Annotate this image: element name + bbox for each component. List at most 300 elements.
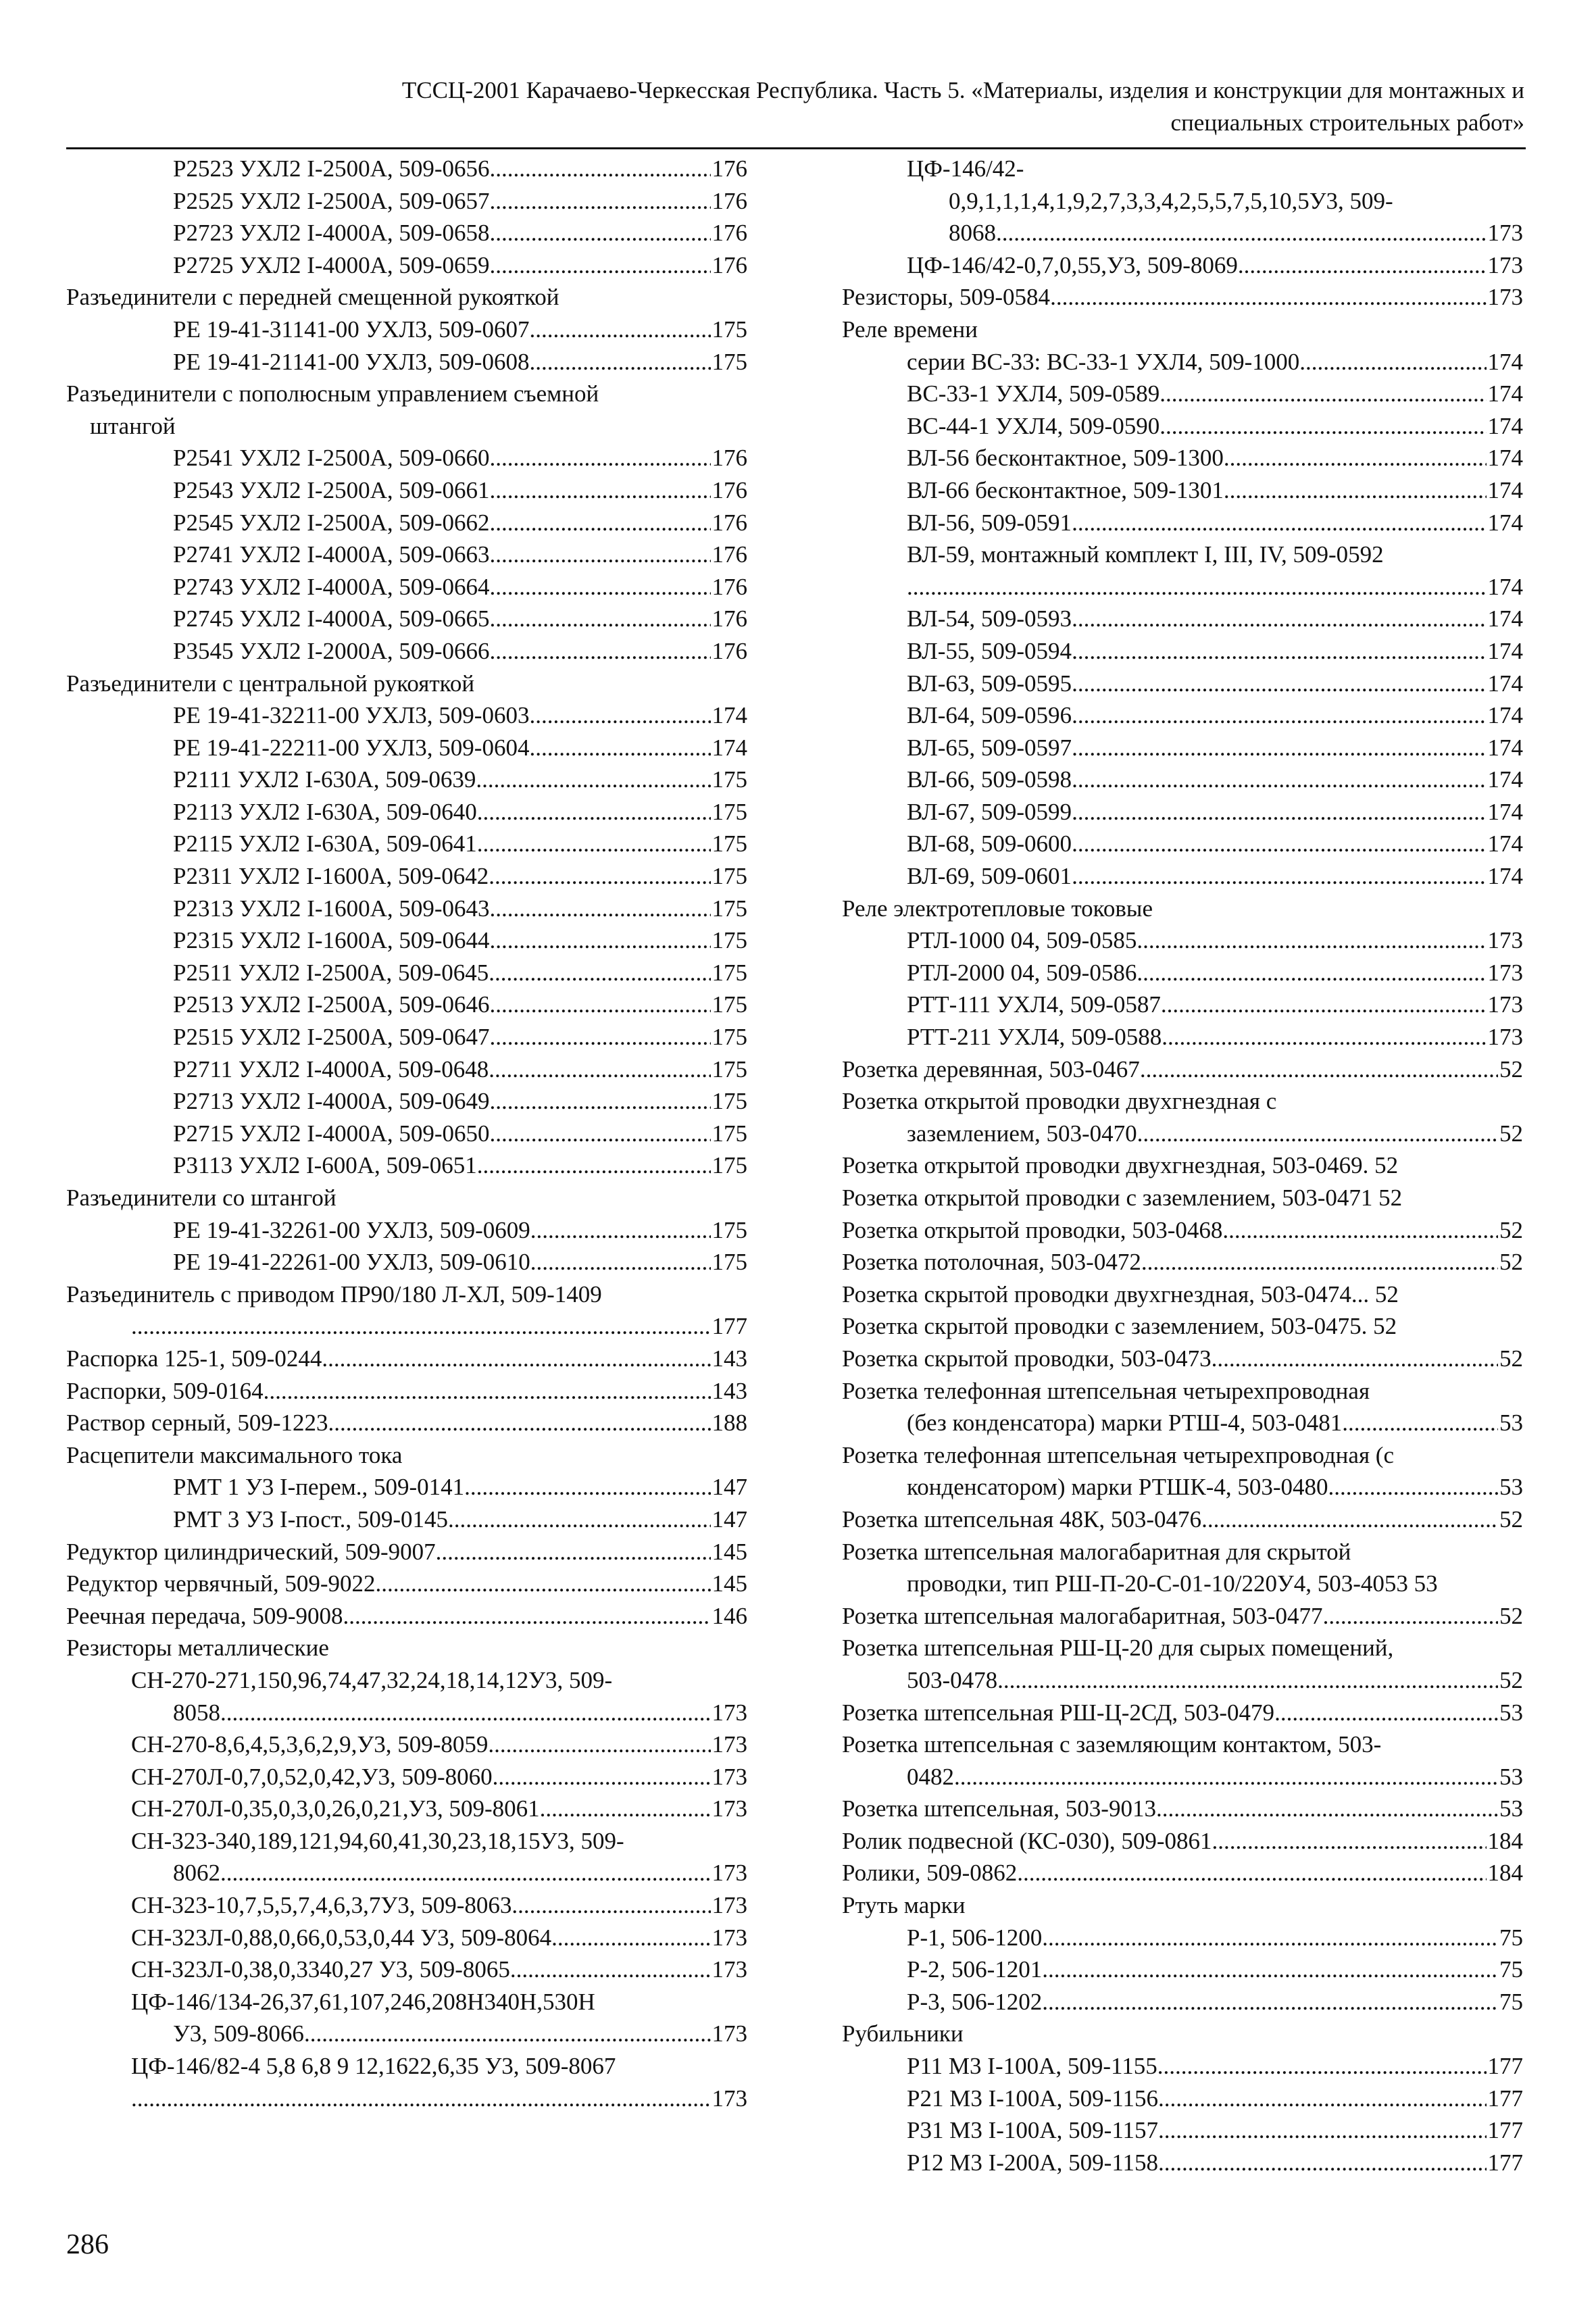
- dot-leader: [488, 1728, 710, 1761]
- index-entry: [842, 1246, 1523, 1278]
- index-entry: [66, 2018, 747, 2050]
- index-entry: Разъединители с передней смещенной рукояткой: [66, 284, 559, 311]
- index-entry: Розетка телефонная штепсельная четырехпроводная: [842, 1377, 1370, 1404]
- entry-text: ВЛ-64, 509-0596: [907, 702, 1072, 729]
- index-entry: [66, 1053, 747, 1086]
- entry-page: 173: [1487, 251, 1523, 278]
- dot-leader: [1050, 281, 1486, 314]
- index-entry: [66, 1922, 747, 1954]
- dot-leader: [490, 893, 711, 925]
- dot-leader: [1156, 1793, 1498, 1825]
- dot-leader: [1274, 1697, 1498, 1729]
- index-entry: Ртуть марки: [842, 1892, 966, 1919]
- index-column-left: [66, 153, 747, 2114]
- entry-text: ВЛ-66, 509-0598: [907, 766, 1072, 793]
- dot-leader: [1072, 507, 1486, 539]
- index-entry: [842, 796, 1523, 828]
- entry-text: Раствор серный, 509-1223: [66, 1410, 328, 1437]
- index-entry: [66, 860, 747, 893]
- index-entry: [842, 1471, 1523, 1503]
- index-entry: [842, 2050, 1523, 2083]
- entry-text: У3, 509-8066: [173, 2020, 304, 2047]
- dot-leader: [1158, 2147, 1486, 2179]
- dot-leader: [477, 1149, 711, 1182]
- index-entry: [842, 603, 1523, 635]
- entry-page: 75: [1499, 1988, 1523, 2015]
- entry-page: 174: [1487, 830, 1523, 857]
- entry-text: Р2313 УХЛ2 І-1600А, 509-0643: [173, 895, 490, 922]
- entry-text: Розетка штепсельная 48К, 503-0476: [842, 1505, 1202, 1533]
- entry-page: 53: [1499, 1795, 1523, 1822]
- entry-page: 52: [1499, 1505, 1523, 1533]
- entry-text: 0482: [907, 1763, 954, 1790]
- entry-text: заземлением, 503-0470: [907, 1120, 1137, 1147]
- index-entry: Розетка скрытой проводки двухгнездная, 503-0474... 52: [842, 1280, 1399, 1308]
- dot-leader: [220, 1857, 711, 1889]
- entry-text: Р2713 УХЛ2 І-4000А, 509-0649: [173, 1088, 490, 1115]
- entry-page: 174: [1487, 670, 1523, 697]
- running-header-line-1: ТССЦ-2001 Карачаево-Черкесская Республика. Часть 5. «Материалы, изделия и конструкции для монтажных и: [401, 77, 1524, 103]
- entry-page: 174: [1487, 445, 1523, 472]
- index-entry: Розетка штепсельная с заземляющим контактом, 503-: [842, 1731, 1382, 1758]
- entry-text: (без конденсатора) марки РТШ-4, 503-0481: [907, 1410, 1343, 1437]
- index-entry: [66, 1761, 747, 1793]
- index-entry: [66, 185, 747, 218]
- index-entry: [66, 957, 747, 989]
- dot-leader: [464, 1471, 710, 1503]
- index-entry: ЦФ-146/134-26,37,61,107,246,208Н340Н,530Н: [131, 1988, 595, 2015]
- entry-page: 184: [1487, 1860, 1523, 1887]
- entry-text: Р2111 УХЛ2 І-630А, 509-0639: [173, 766, 476, 793]
- index-entry: [66, 1857, 747, 1889]
- header-rule: [66, 147, 1526, 149]
- dot-leader: [343, 1600, 711, 1633]
- index-entry: [842, 764, 1523, 796]
- dot-leader: [1224, 474, 1487, 507]
- entry-text: СН-323Л-0,88,0,66,0,53,0,44 У3, 509-8064: [131, 1924, 552, 1951]
- entry-text: ВЛ-67, 509-0599: [907, 798, 1072, 825]
- dot-leader: [448, 1503, 710, 1536]
- dot-leader: [1224, 442, 1487, 474]
- entry-page: 53: [1499, 1474, 1523, 1501]
- entry-page: 175: [712, 348, 747, 375]
- entry-text: Р2715 УХЛ2 І-4000А, 509-0650: [173, 1120, 490, 1147]
- index-entry: Разъединитель с приводом ПР90/180 Л-ХЛ, 509-1409: [66, 1280, 602, 1308]
- index-entry: проводки, тип РШ-П-20-С-01-10/220У4, 503-4053 53: [907, 1570, 1438, 1597]
- entry-page: 174: [712, 734, 747, 761]
- dot-leader: [1323, 1600, 1498, 1633]
- dot-leader: [1137, 1118, 1498, 1150]
- index-entry: [66, 1085, 747, 1118]
- dot-leader: [1157, 2050, 1487, 2083]
- index-entry: [66, 732, 747, 764]
- dot-leader: [1212, 1343, 1498, 1375]
- index-entry: [842, 507, 1523, 539]
- entry-text: РЕ 19-41-31141-00 УХЛ3, 509-0607: [173, 316, 530, 343]
- dot-leader: [1158, 2083, 1486, 2115]
- index-entry: Реле электротепловые токовые: [842, 895, 1153, 922]
- entry-page: 175: [712, 1024, 747, 1051]
- entry-page: 176: [712, 220, 747, 247]
- dot-leader: [490, 185, 711, 218]
- dot-leader: [476, 764, 710, 796]
- dot-leader: [1137, 957, 1486, 989]
- dot-leader: [264, 1375, 711, 1408]
- index-entry: [66, 1407, 747, 1439]
- dot-leader: [489, 860, 710, 893]
- index-entry: Разъединители с пополюсным управлением съемной: [66, 380, 599, 407]
- entry-page: 175: [712, 830, 747, 857]
- dot-leader: [1072, 668, 1486, 700]
- entry-page: 177: [1487, 2117, 1523, 2144]
- entry-page: 52: [1499, 1055, 1523, 1082]
- index-entry: [842, 1664, 1523, 1697]
- dot-leader: [510, 1953, 711, 1986]
- index-entry: [842, 1986, 1523, 2018]
- dot-leader: [490, 603, 711, 635]
- dot-leader: [1140, 1053, 1498, 1086]
- entry-page: 174: [1487, 412, 1523, 439]
- index-entry: [842, 668, 1523, 700]
- dot-leader: [322, 1343, 710, 1375]
- entry-text: РТЛ-1000 04, 509-0585: [907, 927, 1137, 954]
- entry-text: Р2513 УХЛ2 І-2500А, 509-0646: [173, 991, 490, 1018]
- entry-page: 176: [712, 637, 747, 664]
- index-entry: [842, 2083, 1523, 2115]
- index-entry: Розетка штепсельная малогабаритная для скрытой: [842, 1538, 1351, 1565]
- index-entry: [66, 796, 747, 828]
- dot-leader: [1072, 699, 1486, 732]
- index-entry: [66, 1697, 747, 1729]
- entry-text: Р2525 УХЛ2 І-2500А, 509-0657: [173, 187, 490, 214]
- entry-text: 8058: [173, 1699, 220, 1726]
- entry-page: 177: [712, 1313, 747, 1340]
- index-entry: [66, 989, 747, 1021]
- entry-page: 143: [712, 1345, 747, 1372]
- entry-page: 52: [1499, 1216, 1523, 1243]
- dot-leader: [551, 1922, 710, 1954]
- entry-text: Р2511 УХЛ2 І-2500А, 509-0645: [173, 959, 489, 986]
- entry-page: 175: [712, 927, 747, 954]
- entry-page: 176: [712, 187, 747, 214]
- entry-page: 174: [1487, 863, 1523, 890]
- entry-text: ВС-44-1 УХЛ4, 509-0590: [907, 412, 1160, 439]
- index-entry: [66, 314, 747, 346]
- index-entry: [842, 1953, 1523, 1986]
- entry-text: Р2315 УХЛ2 І-1600А, 509-0644: [173, 927, 490, 954]
- entry-page: 175: [712, 959, 747, 986]
- index-entry: [842, 474, 1523, 507]
- entry-page: 174: [1487, 476, 1523, 503]
- index-entry: [842, 1857, 1523, 1889]
- entry-text: Редуктор червячный, 509-9022: [66, 1570, 376, 1597]
- index-entry: [66, 571, 747, 603]
- dot-leader: [1072, 635, 1486, 668]
- entry-page: 175: [712, 316, 747, 343]
- dot-leader: [529, 346, 710, 378]
- entry-page: 173: [712, 1763, 747, 1790]
- entry-page: 176: [712, 509, 747, 536]
- entry-page: 176: [712, 251, 747, 278]
- index-entry: [66, 1310, 747, 1343]
- index-entry: [842, 1021, 1523, 1053]
- dot-leader: [489, 957, 710, 989]
- entry-text: Р2541 УХЛ2 І-2500А, 509-0660: [173, 445, 490, 472]
- index-entry: [842, 1825, 1523, 1858]
- dot-leader: [477, 796, 711, 828]
- index-entry: [842, 957, 1523, 989]
- dot-leader: [1159, 378, 1486, 410]
- entry-text: серии ВС-33: ВС-33-1 УХЛ4, 509-1000: [907, 348, 1300, 375]
- index-entry: ЦФ-146/42-: [907, 155, 1024, 182]
- dot-leader: [954, 1761, 1498, 1793]
- index-entry: [66, 1889, 747, 1922]
- entry-text: Р2711 УХЛ2 І-4000А, 509-0648: [173, 1055, 489, 1082]
- entry-page: 175: [712, 798, 747, 825]
- entry-page: 176: [712, 476, 747, 503]
- entry-text: Р3545 УХЛ2 І-2000А, 509-0666: [173, 637, 490, 664]
- index-entry: [66, 1375, 747, 1408]
- entry-text: Распорка 125-1, 509-0244: [66, 1345, 322, 1372]
- dot-leader: [131, 2083, 711, 2115]
- dot-leader: [490, 635, 711, 668]
- dot-leader: [529, 314, 710, 346]
- index-entry: [842, 699, 1523, 732]
- entry-text: СН-323-10,7,5,5,7,4,6,3,7У3, 509-8063: [131, 1892, 512, 1919]
- index-entry: [66, 1149, 747, 1182]
- dot-leader: [490, 217, 711, 249]
- entry-page: 177: [1487, 2149, 1523, 2176]
- entry-text: ВЛ-69, 509-0601: [907, 863, 1072, 890]
- dot-leader: [328, 1407, 711, 1439]
- dot-leader: [1162, 1021, 1486, 1053]
- entry-page: 177: [1487, 2085, 1523, 2112]
- entry-text: Р31 М3 І-100А, 509-1157: [907, 2117, 1159, 2144]
- index-entry: [66, 1246, 747, 1278]
- index-entry: [66, 2083, 747, 2115]
- index-entry: [842, 346, 1523, 378]
- entry-text: Р2545 УХЛ2 І-2500А, 509-0662: [173, 509, 490, 536]
- dot-leader: [490, 571, 711, 603]
- dot-leader: [540, 1793, 711, 1825]
- entry-text: Р2723 УХЛ2 І-4000А, 509-0658: [173, 220, 490, 247]
- entry-page: 175: [712, 1120, 747, 1147]
- index-entry: СН-270-271,150,96,74,47,32,24,18,14,12У3, 509-: [131, 1666, 613, 1693]
- index-entry: [66, 1343, 747, 1375]
- index-entry: [66, 1214, 747, 1247]
- entry-text: Розетка скрытой проводки, 503-0473: [842, 1345, 1212, 1372]
- entry-text: Розетка штепсельная малогабаритная, 503-0477: [842, 1602, 1323, 1629]
- entry-page: 173: [1487, 927, 1523, 954]
- entry-text: РЕ 19-41-22261-00 УХЛ3, 509-0610: [173, 1249, 530, 1276]
- entry-text: Р2725 УХЛ2 І-4000А, 509-0659: [173, 251, 490, 278]
- entry-page: 145: [712, 1570, 747, 1597]
- entry-text: Р2311 УХЛ2 І-1600А, 509-0642: [173, 863, 489, 890]
- entry-text: РЕ 19-41-22211-00 УХЛ3, 509-0604: [173, 734, 530, 761]
- entry-text: Р2515 УХЛ2 І-2500А, 509-0647: [173, 1024, 490, 1051]
- entry-page: 175: [712, 895, 747, 922]
- index-entry: 0,9,1,1,1,4,1,9,2,7,3,3,4,2,5,5,7,5,10,5У3, 509-: [949, 187, 1393, 214]
- index-entry: [66, 1600, 747, 1633]
- index-entry: [842, 1343, 1523, 1375]
- entry-text: Р2743 УХЛ2 І-4000А, 509-0664: [173, 573, 490, 600]
- entry-page: 173: [712, 1860, 747, 1887]
- index-entry: [842, 635, 1523, 668]
- entry-page: 174: [1487, 380, 1523, 407]
- index-entry: штангой: [66, 412, 176, 439]
- entry-text: ВЛ-54, 509-0593: [907, 605, 1072, 632]
- index-entry: Расцепители максимального тока: [66, 1441, 403, 1468]
- dot-leader: [1042, 1986, 1498, 2018]
- entry-text: Розетка штепсельная РШ-Ц-2СД, 503-0479: [842, 1699, 1275, 1726]
- entry-text: Р11 М3 І-100А, 509-1155: [907, 2053, 1157, 2080]
- entry-text: Редуктор цилиндрический, 509-9007: [66, 1538, 436, 1565]
- index-entry: [842, 378, 1523, 410]
- entry-page: 53: [1499, 1763, 1523, 1790]
- entry-page: 176: [712, 605, 747, 632]
- dot-leader: [490, 1021, 711, 1053]
- entry-text: Р-1, 506-1200: [907, 1924, 1043, 1951]
- entry-page: 174: [1487, 509, 1523, 536]
- entry-text: 8068: [949, 220, 996, 247]
- dot-leader: [1158, 2114, 1486, 2147]
- entry-text: Розетка открытой проводки, 503-0468: [842, 1216, 1223, 1243]
- running-header: [68, 74, 1524, 139]
- index-entry: [66, 893, 747, 925]
- entry-text: СН-270-8,6,4,5,3,6,2,9,У3, 509-8059: [131, 1731, 489, 1758]
- index-entry: [66, 1536, 747, 1568]
- index-entry: ЦФ-146/82-4 5,8 6,8 9 12,1622,6,35 У3, 509-8067: [131, 2053, 616, 2080]
- entry-page: 146: [712, 1602, 747, 1629]
- entry-text: Р2741 УХЛ2 І-4000А, 509-0663: [173, 541, 490, 568]
- entry-text: ВЛ-56 бесконтактное, 509-1300: [907, 445, 1224, 472]
- dot-leader: [304, 2018, 711, 2050]
- entry-page: 174: [712, 702, 747, 729]
- entry-text: Р-3, 506-1202: [907, 1988, 1043, 2015]
- index-entry: [66, 217, 747, 249]
- index-entry: [842, 442, 1523, 474]
- entry-page: 75: [1499, 1924, 1523, 1951]
- index-entry: [842, 1600, 1523, 1633]
- index-entry: [842, 1761, 1523, 1793]
- index-entry: [842, 860, 1523, 893]
- entry-page: 147: [712, 1474, 747, 1501]
- index-entry: [842, 1697, 1523, 1729]
- index-entry: [842, 1922, 1523, 1954]
- entry-page: 188: [712, 1410, 747, 1437]
- dot-leader: [1072, 603, 1486, 635]
- entry-text: Розетка штепсельная, 503-9013: [842, 1795, 1156, 1822]
- entry-page: 176: [712, 573, 747, 600]
- index-entry: [66, 153, 747, 185]
- entry-page: 173: [712, 1699, 747, 1726]
- dot-leader: [477, 828, 711, 860]
- dot-leader: [1342, 1407, 1498, 1439]
- entry-page: 173: [712, 1924, 747, 1951]
- entry-text: Распорки, 509-0164: [66, 1377, 264, 1404]
- dot-leader: [1201, 1503, 1498, 1536]
- dot-leader: [1141, 1246, 1498, 1278]
- index-entry: [66, 924, 747, 957]
- entry-text: конденсатором) марки РТШК-4, 503-0480: [907, 1474, 1328, 1501]
- entry-text: Р2523 УХЛ2 І-2500А, 509-0656: [173, 155, 490, 182]
- dot-leader: [1159, 410, 1486, 443]
- entry-text: Р2113 УХЛ2 І-630А, 509-0640: [173, 798, 477, 825]
- dot-leader: [530, 1214, 711, 1247]
- index-entry: [66, 603, 747, 635]
- dot-leader: [1072, 796, 1486, 828]
- index-entry: [842, 410, 1523, 443]
- entry-text: СН-270Л-0,7,0,52,0,42,У3, 509-8060: [131, 1763, 493, 1790]
- dot-leader: [490, 442, 711, 474]
- entry-page: 52: [1499, 1249, 1523, 1276]
- dot-leader: [376, 1568, 711, 1600]
- dot-leader: [220, 1697, 711, 1729]
- index-entry: [66, 474, 747, 507]
- dot-leader: [489, 1053, 710, 1086]
- dot-leader: [529, 732, 710, 764]
- entry-page: 175: [712, 1055, 747, 1082]
- entry-text: ВЛ-66 бесконтактное, 509-1301: [907, 476, 1224, 503]
- dot-leader: [1042, 1922, 1498, 1954]
- entry-page: 175: [712, 1249, 747, 1276]
- dot-leader: [997, 1664, 1498, 1697]
- index-entry: [842, 1053, 1523, 1086]
- entry-text: 8062: [173, 1860, 220, 1887]
- dot-leader: [493, 1761, 711, 1793]
- index-column-right: [842, 153, 1523, 2179]
- entry-text: РЕ 19-41-32261-00 УХЛ3, 509-0609: [173, 1216, 530, 1243]
- index-entry: [842, 2147, 1523, 2179]
- dot-leader: [1238, 249, 1487, 282]
- entry-text: Р2543 УХЛ2 І-2500А, 509-0661: [173, 476, 490, 503]
- index-entry: [66, 828, 747, 860]
- entry-text: РМТ 1 У3 І-перем., 509-0141: [173, 1474, 465, 1501]
- index-entry: [66, 764, 747, 796]
- entry-page: 173: [1487, 991, 1523, 1018]
- entry-text: РЕ 19-41-21141-00 УХЛ3, 509-0608: [173, 348, 530, 375]
- entry-page: 173: [712, 1956, 747, 1983]
- index-entry: [66, 1118, 747, 1150]
- dot-leader: [1212, 1825, 1487, 1858]
- index-entry: Розетка открытой проводки двухгнездная с: [842, 1088, 1277, 1115]
- dot-leader: [1328, 1471, 1498, 1503]
- index-entry: [66, 1793, 747, 1825]
- index-entry: [842, 1407, 1523, 1439]
- entry-page: 52: [1499, 1602, 1523, 1629]
- index-entry: [66, 699, 747, 732]
- entry-page: 174: [1487, 605, 1523, 632]
- dot-leader: [490, 1085, 711, 1118]
- entry-text: Р2745 УХЛ2 І-4000А, 509-0665: [173, 605, 490, 632]
- index-entry: СН-323-340,189,121,94,60,41,30,23,18,15У3, 509-: [131, 1827, 624, 1854]
- entry-page: 176: [712, 541, 747, 568]
- dot-leader: [907, 571, 1487, 603]
- dot-leader: [490, 249, 711, 282]
- dot-leader: [1042, 1953, 1498, 1986]
- index-entry: [842, 217, 1523, 249]
- entry-text: ВЛ-63, 509-0595: [907, 670, 1072, 697]
- dot-leader: [490, 474, 711, 507]
- index-entry: Резисторы металлические: [66, 1635, 329, 1662]
- dot-leader: [490, 539, 711, 571]
- entry-page: 143: [712, 1377, 747, 1404]
- page-number: 286: [66, 2229, 109, 2260]
- dot-leader: [1017, 1857, 1486, 1889]
- entry-text: РЕ 19-41-32211-00 УХЛ3, 509-0603: [173, 702, 530, 729]
- dot-leader: [436, 1536, 711, 1568]
- dot-leader: [1072, 828, 1486, 860]
